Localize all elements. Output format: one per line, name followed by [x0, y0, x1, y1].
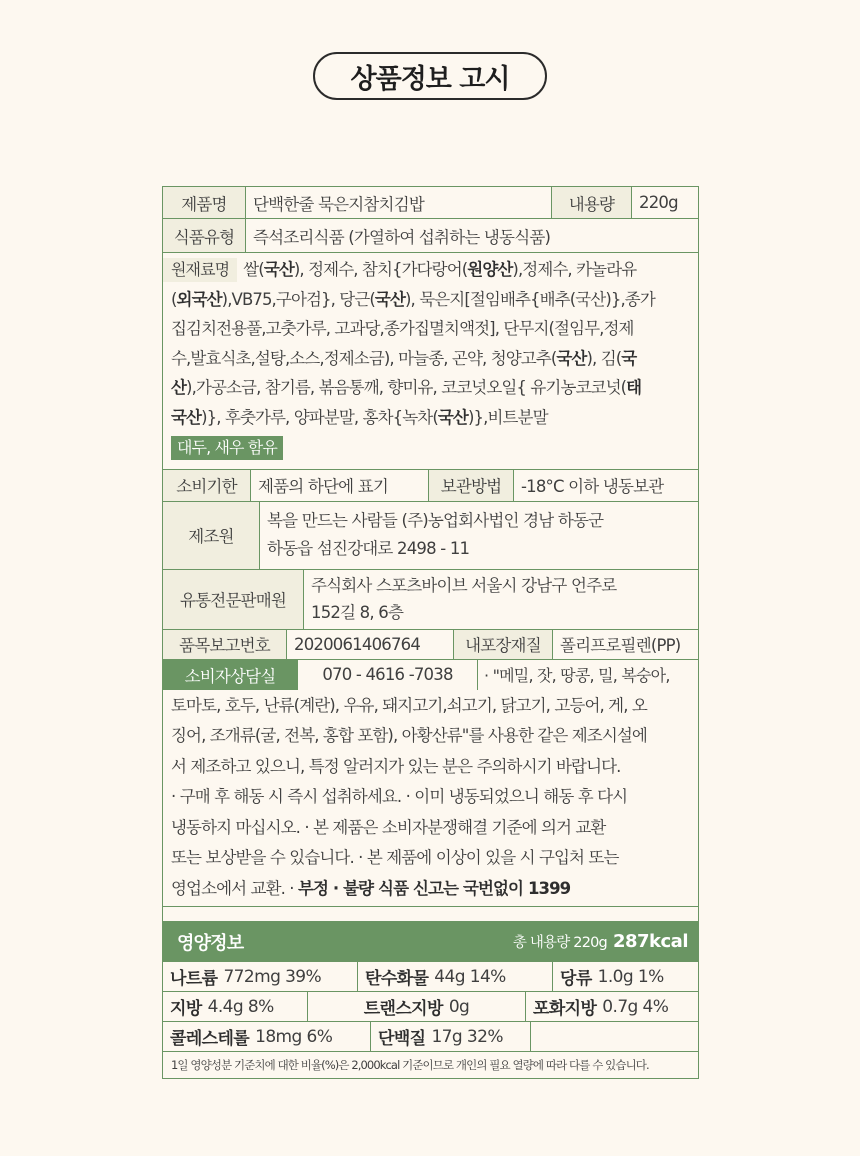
product-info-table — [162, 186, 699, 1079]
row-distributor — [163, 570, 698, 630]
nutrient-protein: 단백질 17g 32% — [371, 1022, 531, 1051]
page-title: 상품정보 고시 — [313, 52, 547, 100]
row-ingredients — [163, 253, 698, 470]
report-hotline: 부정 · 불량 식품 신고는 국번없이 1399 — [298, 878, 571, 898]
storage-label: 보관방법 — [429, 470, 514, 501]
nutrient-cholesterol: 콜레스테롤 18mg 6% — [163, 1022, 371, 1051]
consult-phone: 070 - 4616 -7038 — [298, 660, 478, 690]
nutrition-footnote: 1일 영양성분 기준치에 대한 비율(%)은 2,000kcal 기준이므로 개인의 필요 열량에 따라 다를 수 있습니다. — [171, 1058, 649, 1072]
manufacturer-label: 제조원 — [163, 502, 260, 569]
nutrition-title: 영양정보 — [177, 932, 244, 954]
nutrition-header — [163, 922, 698, 962]
expiry-label: 소비기한 — [163, 470, 251, 501]
report-no-label: 품목보고번호 — [163, 630, 287, 659]
report-no-value: 2020061406764 — [287, 630, 454, 659]
row-food-type — [163, 219, 698, 253]
nutrition-total: 총 내용량 220g 287kcal — [512, 931, 688, 952]
nutrient-saturated-fat: 포화지방 0.7g 4% — [533, 996, 669, 1019]
food-type-value: 즉석조리식품 (가열하여 섭취하는 냉동식품) — [253, 227, 551, 247]
notice-line: 토마토, 호두, 난류(계란), 우유, 돼지고기,쇠고기, 닭고기, 고등어, 게, 오 — [171, 695, 647, 715]
packaging-label: 내포장재질 — [454, 630, 553, 659]
nutrition-row — [163, 992, 698, 1022]
ingredients-line: 산),가공소금, 참기름, 볶음통깨, 향미유, 코코넛오일{ 유기농코코넛(태 — [171, 378, 642, 397]
storage-value: -18°C 이하 냉동보관 — [521, 477, 664, 496]
nutrient-fat: 지방 4.4g 8% — [163, 992, 308, 1021]
manufacturer-value — [260, 502, 698, 569]
row-product-name — [163, 187, 698, 219]
nutrition-empty-cell — [531, 1022, 698, 1051]
notice-line: 서 제조하고 있으니, 특정 알러지가 있는 분은 주의하시기 바랍니다. — [171, 756, 621, 776]
product-name-value: 단백한줄 묵은지참치김밥 — [246, 187, 552, 218]
notice-line: 징어, 조개류(굴, 전복, 홍합 포함), 아황산류"를 사용한 같은 제조시설에 — [171, 726, 647, 745]
notice-line: 냉동하지 마십시오. · 본 제품은 소비자분쟁해결 기준에 의거 교환 — [171, 817, 606, 837]
volume-value: 220g — [639, 193, 678, 212]
product-name-label: 제품명 — [163, 187, 246, 218]
ingredients-line: 집김치전용풀,고춧가루, 고과당,종가집멸치액젓], 단무지(절임무,정제 — [171, 319, 634, 338]
notice-text-first: · "메밀, 잣, 땅콩, 밀, 복숭아, — [484, 666, 670, 685]
nutrient-sodium: 나트륨 772mg 39% — [163, 962, 358, 991]
ingredients-text — [163, 253, 698, 469]
nutrient-carbs: 탄수화물 44g 14% — [358, 962, 553, 991]
distributor-label: 유통전문판매원 — [163, 570, 304, 629]
nutrition-row — [163, 962, 698, 992]
notice-line: · 구매 후 해동 시 즉시 섭취하세요. · 이미 냉동되었으니 해동 후 다시 — [171, 787, 628, 806]
ingredients-label: 원재료명 — [163, 258, 237, 282]
distributor-value — [304, 570, 698, 629]
row-expiry-storage — [163, 470, 698, 502]
ingredients-line: 쌀(국산), 정제수, 참치{가다랑어(원양산),정제수, 카놀라유 — [243, 260, 637, 279]
distributor-line: 주식회사 스포츠바이브 서울시 강남구 언주로 — [311, 576, 617, 595]
spacer — [163, 907, 698, 922]
packaging-value: 폴리프로필렌(PP) — [560, 636, 681, 655]
notice-text — [163, 690, 698, 907]
expiry-value: 제품의 하단에 표기 — [251, 470, 429, 501]
nutrition-kcal: 287kcal — [612, 931, 688, 952]
allergen-badge: 대두, 새우 함유 — [171, 436, 283, 460]
distributor-line: 152길 8, 6층 — [311, 603, 404, 622]
ingredients-line: 수,발효식초,설탕,소스,정제소금), 마늘종, 곤약, 청양고추(국산), 김(국 — [171, 348, 637, 368]
consult-label: 소비자상담실 — [163, 660, 298, 690]
manufacturer-line: 복을 만드는 사람들 (주)농업회사법인 경남 하동군 — [267, 511, 604, 530]
nutrition-row — [163, 1022, 698, 1052]
ingredients-line: (외국산),VB75,구아검}, 당근(국산), 묵은지[절임배추{배추(국산)},종가 — [171, 289, 655, 309]
food-type-label: 식품유형 — [163, 219, 246, 252]
row-manufacturer — [163, 502, 698, 570]
nutrient-sugars: 당류 1.0g 1% — [560, 966, 664, 989]
row-report-packaging — [163, 630, 698, 660]
volume-label: 내용량 — [552, 187, 632, 218]
row-consult-notice — [163, 660, 698, 908]
manufacturer-line: 하동읍 섬진강대로 2498 - 11 — [267, 539, 470, 558]
notice-line: 또는 보상받을 수 있습니다. · 본 제품에 이상이 있을 시 구입처 또는 — [171, 848, 619, 867]
nutrient-trans-fat: 트랜스지방 0g — [308, 992, 526, 1021]
notice-line: 영업소에서 교환. · 부정 · 불량 식품 신고는 국번없이 1399 — [171, 878, 571, 898]
ingredients-line: 국산)}, 후춧가루, 양파분말, 홍차{녹차(국산)},비트분말 — [171, 407, 548, 427]
